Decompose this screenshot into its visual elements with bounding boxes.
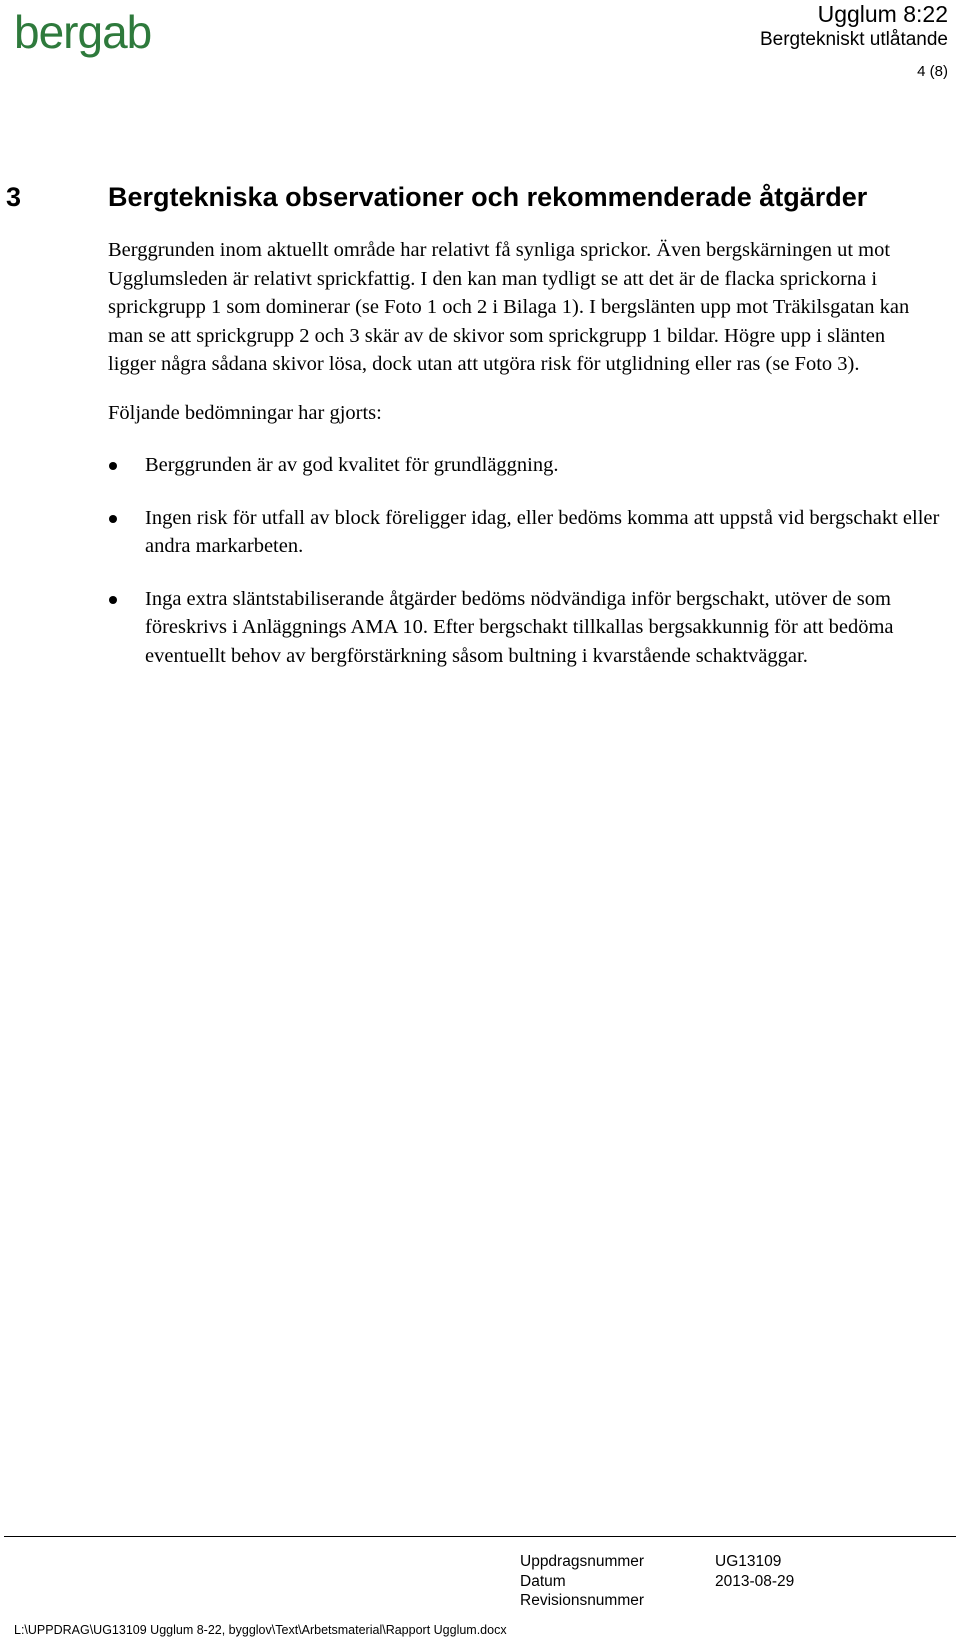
- footer-file-path: L:\UPPDRAG\UG13109 Ugglum 8-22, bygglov\Text\Arbetsmaterial\Rapport Ugglum.docx: [14, 1623, 507, 1637]
- logo-wordmark: bergab: [14, 6, 152, 58]
- header-document-type: Bergtekniskt utlåtande: [759, 29, 948, 50]
- assignment-number-value: UG13109: [715, 1553, 782, 1570]
- bullet-icon: [109, 462, 117, 470]
- list-item: [0, 585, 945, 671]
- header-project-name: Ugglum 8:22: [817, 1, 948, 27]
- assignment-number-label: Uppdragsnummer: [520, 1553, 645, 1570]
- bergab-logo-mark: [14, 2, 164, 72]
- list-item: [0, 504, 945, 561]
- meta-row-date: [520, 1572, 820, 1592]
- footer-divider: [4, 1536, 956, 1537]
- meta-row-revision: [520, 1591, 820, 1611]
- meta-row-assignment: [520, 1552, 820, 1572]
- revision-number-label: Revisionsnummer: [520, 1592, 645, 1609]
- section-observations: [0, 180, 960, 694]
- section-number: 3: [6, 182, 22, 212]
- page-header: [760, 0, 948, 82]
- date-value: 2013-08-29: [715, 1572, 795, 1590]
- list-item-text: Berggrunden är av god kvalitet för grundläggning.: [145, 454, 559, 476]
- bullet-icon: [109, 515, 117, 523]
- date-label: Datum: [520, 1572, 566, 1590]
- section-title: Bergtekniska observationer och rekommenderade åtgärder: [108, 182, 868, 212]
- list-item-text: Ingen risk för utfall av block föreligger idag, eller bedöms komma att uppstå vid bergschakt eller andra markarbeten.: [145, 506, 940, 557]
- assessment-list: [0, 451, 960, 670]
- header-page-number: 4 (8): [917, 63, 948, 80]
- list-item: [0, 451, 945, 480]
- list-item-text: Inga extra släntstabiliserande åtgärder bedöms nödvändiga inför bergschakt, utöver de som föreskrivs i Anläggnings AMA 10. Efter bergschakt tillkallas bergsakkunnig för att bedöma eventuellt behov av bergförstärkning såsom bultning i kvarstående schaktväggar.: [145, 587, 894, 667]
- bullet-icon: [109, 596, 117, 604]
- assessment-intro: Följande bedömningar har gjorts:: [108, 401, 382, 424]
- section-heading: [0, 180, 960, 214]
- footer-metadata: [520, 1552, 820, 1611]
- company-logo: [14, 2, 164, 72]
- observations-paragraph: Berggrunden inom aktuellt område har relativt få synliga sprickor. Även bergskärningen ut mot Ugglumsleden är relativt sprickfattig. I den kan man tydligt se att det är de flacka sprickorna i sprickgrupp 1 som dominerar (se Foto 1 och 2 i Bilaga 1). I bergslänten upp mot Träkilsgatan kan man se att sprickgrupp 2 och 3 skär av de skivor som sprickgrupp 1 bildar. Högre upp i slänten ligger några sådana skivor lösa, dock utan att utgöra risk för utglidning eller ras (se Foto 3).: [108, 239, 910, 375]
